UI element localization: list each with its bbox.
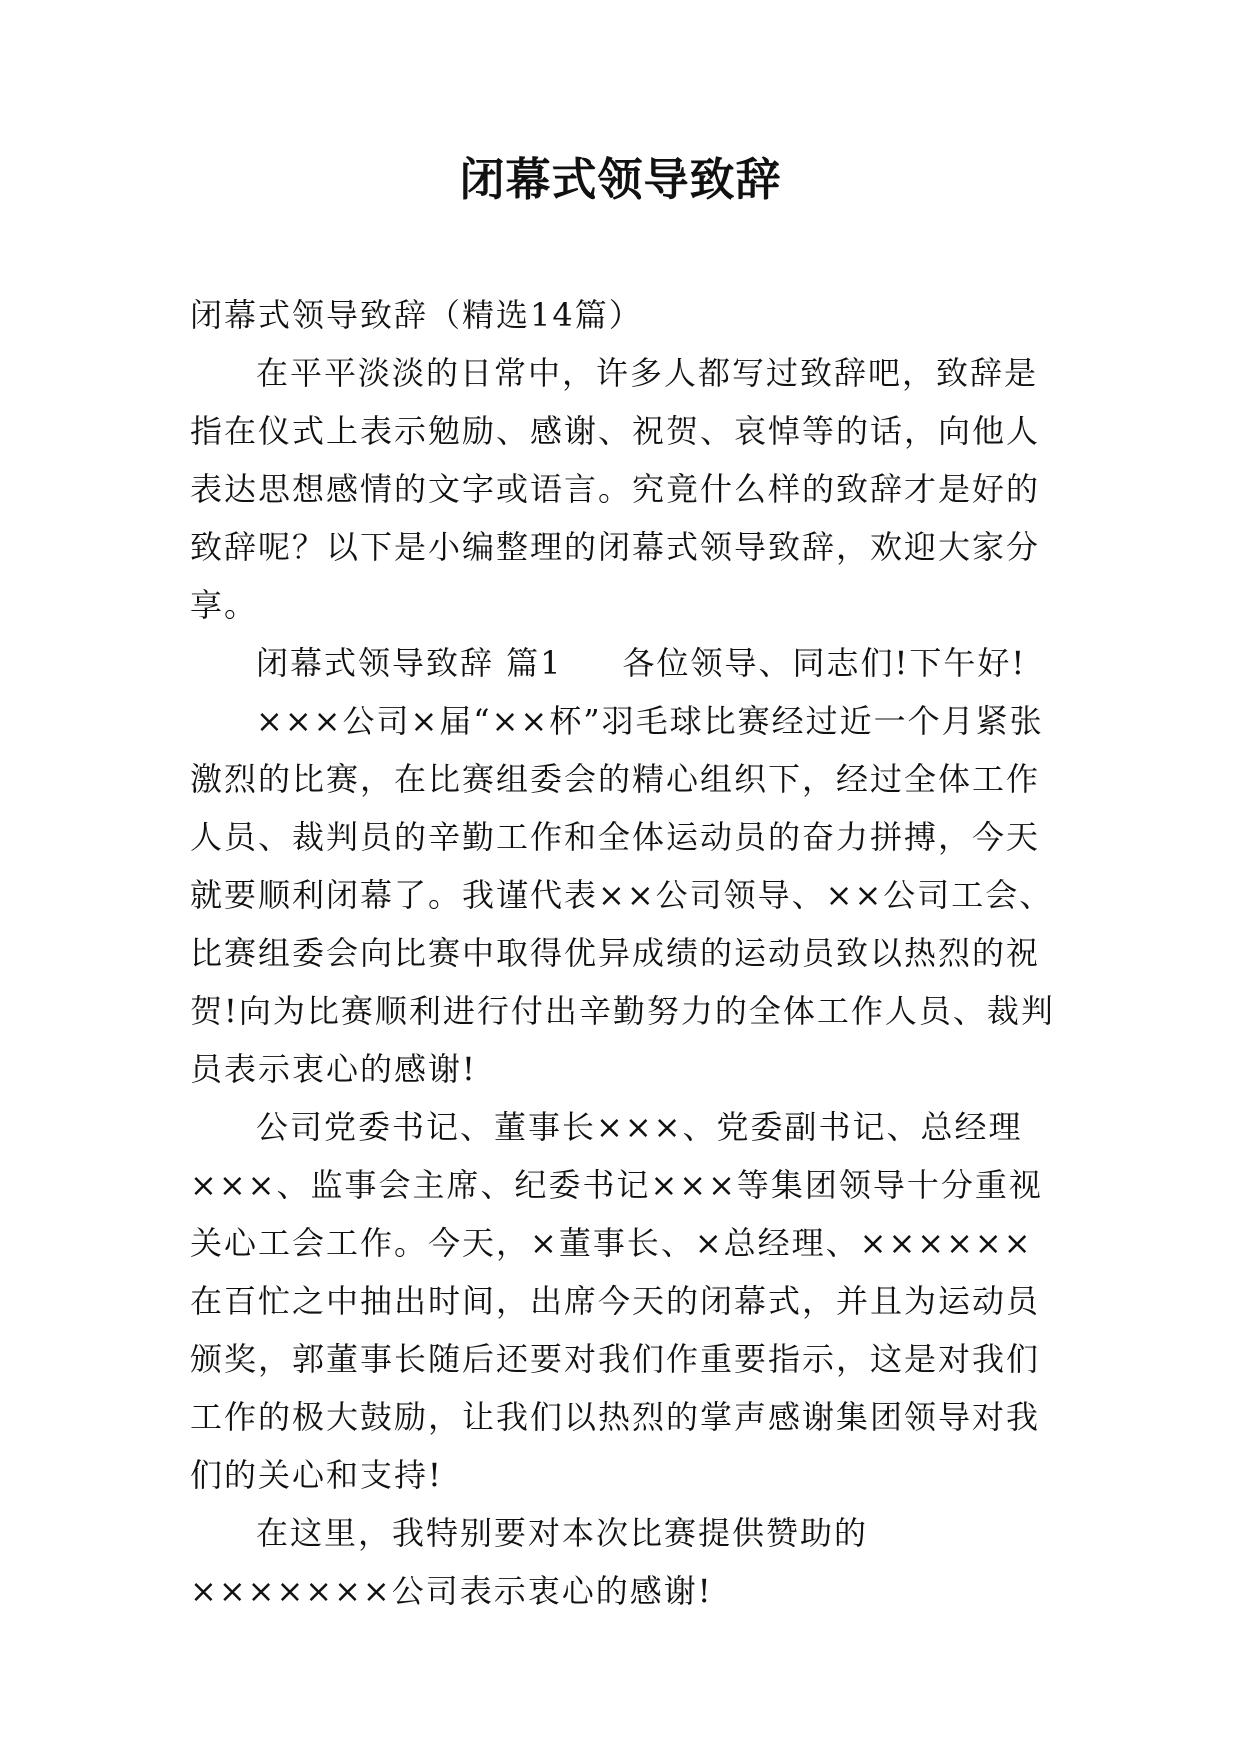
body-paragraph-1: ×××公司×届“××杯”羽毛球比赛经过近一个月紧张激烈的比赛，在比赛组委会的精心组织下，经过全体工作人员、裁判员的辛勤工作和全体运动员的奋力拼搏，今天就要顺利闭幕了。我谨代表××公司领导、××公司工会、比赛组委会向比赛中取得优异成绩的运动员致以热烈的祝贺!向为比赛顺利进行付出辛勤努力的全体工作人员、裁判员表示衷心的感谢! (190, 702, 1055, 1088)
document-title: 闭幕式领导致辞 (459, 153, 782, 206)
intro-paragraph: 在平平淡淡的日常中，许多人都写过致辞吧，致辞是指在仪式上表示勉励、感谢、祝贺、哀悼等的话，向他人表达思想感情的文字或语言。究竟什么样的致辞才是好的致辞呢？以下是小编整理的闭幕式领导致辞，欢迎大家分享。 (190, 354, 1041, 624)
body-paragraph-2: 公司党委书记、董事长×××、党委副书记、总经理×××、监事会主席、纪委书记×××等集团领导十分重视关心工会工作。今天，×董事长、×总经理、××××××在百忙之中抽出时间，出席今天的闭幕式，并且为运动员颁奖，郭董事长随后还要对我们作重要指示，这是对我们工作的极大鼓励，让我们以热烈的掌声感谢集团领导对我们的关心和支持! (190, 1108, 1043, 1494)
section-heading-line (190, 634, 1060, 692)
body-paragraph-3: 在这里，我特别要对本次比赛提供赞助的×××××××公司表示衷心的感谢! (190, 1514, 869, 1610)
section-heading: 闭幕式领导致辞 篇1 (256, 644, 563, 682)
document-subtitle: 闭幕式领导致辞（精选14篇） (190, 296, 643, 334)
greeting: 各位领导、同志们!下午好! (622, 644, 1027, 682)
document-body (190, 286, 1060, 1620)
